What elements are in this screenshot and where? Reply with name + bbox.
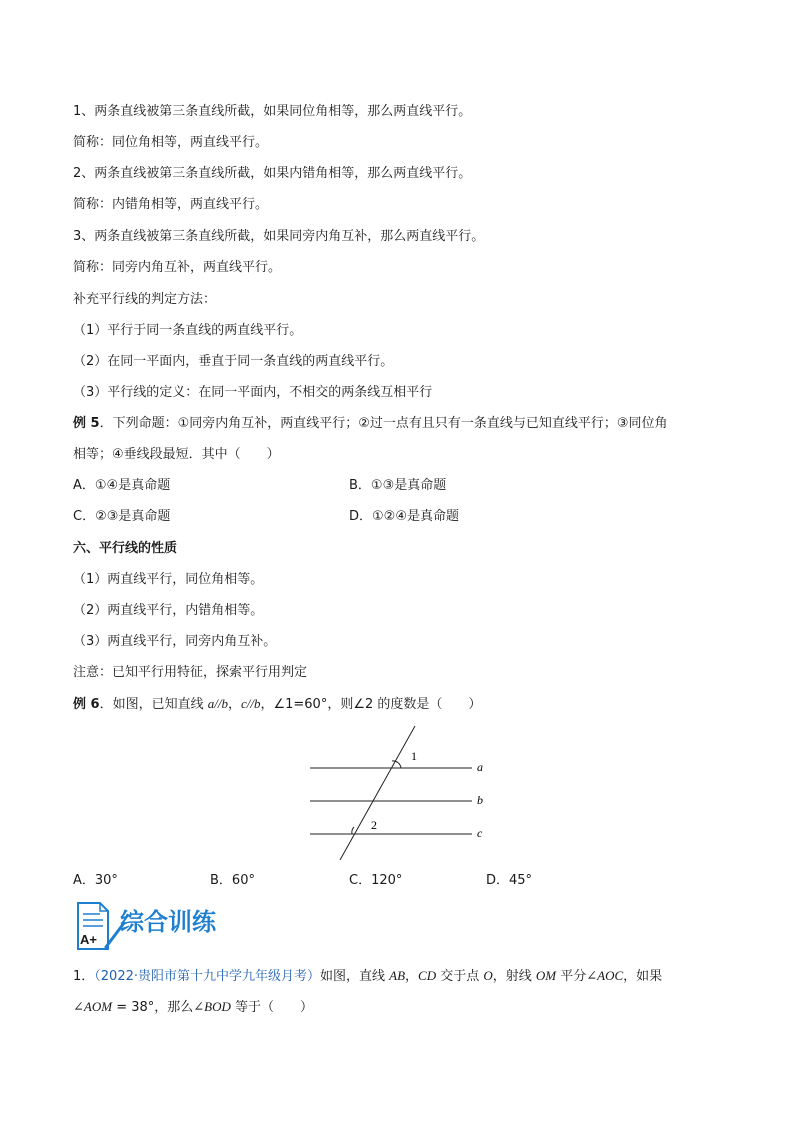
supplement-title: 补充平行线的判定方法： — [73, 292, 217, 307]
example6-question — [73, 695, 481, 714]
example5-choice-c[interactable]: C．②③是真命题 — [73, 509, 171, 524]
supplement-item-1: （1）平行于同一条直线的两直线平行。 — [73, 323, 303, 338]
problem1-text-g: = 38°，那么 — [112, 1000, 194, 1015]
example6-text-a: ．如图，已知直线 — [99, 697, 208, 712]
theorem-2: 2、两条直线被第三条直线所截，如果内错角相等，那么两直线平行。 — [73, 166, 472, 181]
parallel-lines-figure — [300, 718, 500, 866]
section6-item-1: （1）两直线平行，同位角相等。 — [73, 572, 264, 587]
example5-question-cont: 相等；④垂线段最短．其中（ ） — [73, 447, 280, 462]
example6-choice-a[interactable]: A．30° — [73, 873, 118, 888]
example6-expr-cb: c//b — [240, 696, 261, 711]
problem1-text-e: 平分 — [556, 969, 587, 984]
problem1-aoc: ∠AOC — [586, 968, 624, 983]
example5-choice-a[interactable]: A．①④是真命题 — [73, 478, 171, 493]
example5-text: ．下列命题：①同旁内角互补，两直线平行；②过一点有且只有一条直线与已知直线平行；③同位角 — [99, 416, 668, 431]
line-a-label: a — [477, 760, 483, 774]
problem1-text-d: ，射线 — [492, 969, 536, 984]
theorem-3-short: 简称：同旁内角互补，两直线平行。 — [73, 260, 282, 275]
problem1-text-c: 交于点 — [436, 969, 484, 984]
problem1-line2 — [73, 998, 313, 1017]
example5-choice-b[interactable]: B．①③是真命题 — [349, 478, 447, 493]
example6-choice-c[interactable]: C．120° — [349, 873, 403, 888]
example6-choice-d[interactable]: D．45° — [486, 873, 533, 888]
line-b-label: b — [477, 793, 483, 807]
problem1-om: OM — [535, 968, 557, 983]
problem1-line1 — [73, 967, 662, 986]
problem1-cd: CD — [418, 968, 437, 983]
problem1-source: （2022·贵阳市第十九中学九年级月考） — [94, 969, 320, 984]
section6-item-2: （2）两直线平行，内错角相等。 — [73, 603, 264, 618]
theorem-2-short: 简称：内错角相等，两直线平行。 — [73, 197, 269, 212]
example6-text-b: ， — [227, 697, 241, 712]
example5-choice-d[interactable]: D．①②④是真命题 — [349, 509, 459, 524]
section-title: 综合训练 — [120, 908, 216, 936]
angle-2-arc — [352, 827, 354, 834]
theorem-3: 3、两条直线被第三条直线所截，如果同旁内角互补，那么两直线平行。 — [73, 229, 485, 244]
example5-question — [73, 415, 668, 433]
problem1-number: 1． — [73, 969, 95, 984]
section6-note: 注意：已知平行用特征，探索平行用判定 — [73, 665, 308, 680]
example6-expr-ab: a//b — [207, 696, 228, 711]
problem1-text-f: ，如果 — [623, 969, 663, 984]
example6-text-c: ，∠1=60°，则∠2 的度数是（ ） — [260, 697, 482, 712]
problem1-aom: ∠AOM — [73, 999, 113, 1014]
theorem-1: 1、两条直线被第三条直线所截，如果同位角相等，那么两直线平行。 — [73, 104, 472, 119]
example6-label: 例 6 — [73, 697, 100, 712]
theorem-1-short: 简称：同位角相等，两直线平行。 — [73, 135, 269, 150]
problem1-text-h: 等于（ ） — [230, 1000, 314, 1015]
transversal — [340, 726, 415, 860]
problem1-text-b: ， — [405, 969, 419, 984]
line-c-label: c — [477, 826, 483, 840]
example5-label: 例 5 — [73, 416, 100, 431]
problem1-o: O — [483, 968, 493, 983]
supplement-item-3: （3）平行线的定义：在同一平面内，不相交的两条线互相平行 — [73, 385, 433, 400]
problem1-bod: ∠BOD — [193, 999, 231, 1014]
problem1-ab: AB — [389, 968, 406, 983]
section6-title: 六、平行线的性质 — [73, 541, 178, 556]
angle-2-label: 2 — [371, 818, 377, 832]
section6-item-3: （3）两直线平行，同旁内角互补。 — [73, 634, 277, 649]
problem1-text-a: 如图，直线 — [320, 969, 390, 984]
supplement-item-2: （2）在同一平面内，垂直于同一条直线的两直线平行。 — [73, 354, 394, 369]
example6-choice-b[interactable]: B．60° — [210, 873, 255, 888]
grade-badge: A+ — [80, 932, 97, 947]
angle-1-label: 1 — [411, 749, 417, 763]
